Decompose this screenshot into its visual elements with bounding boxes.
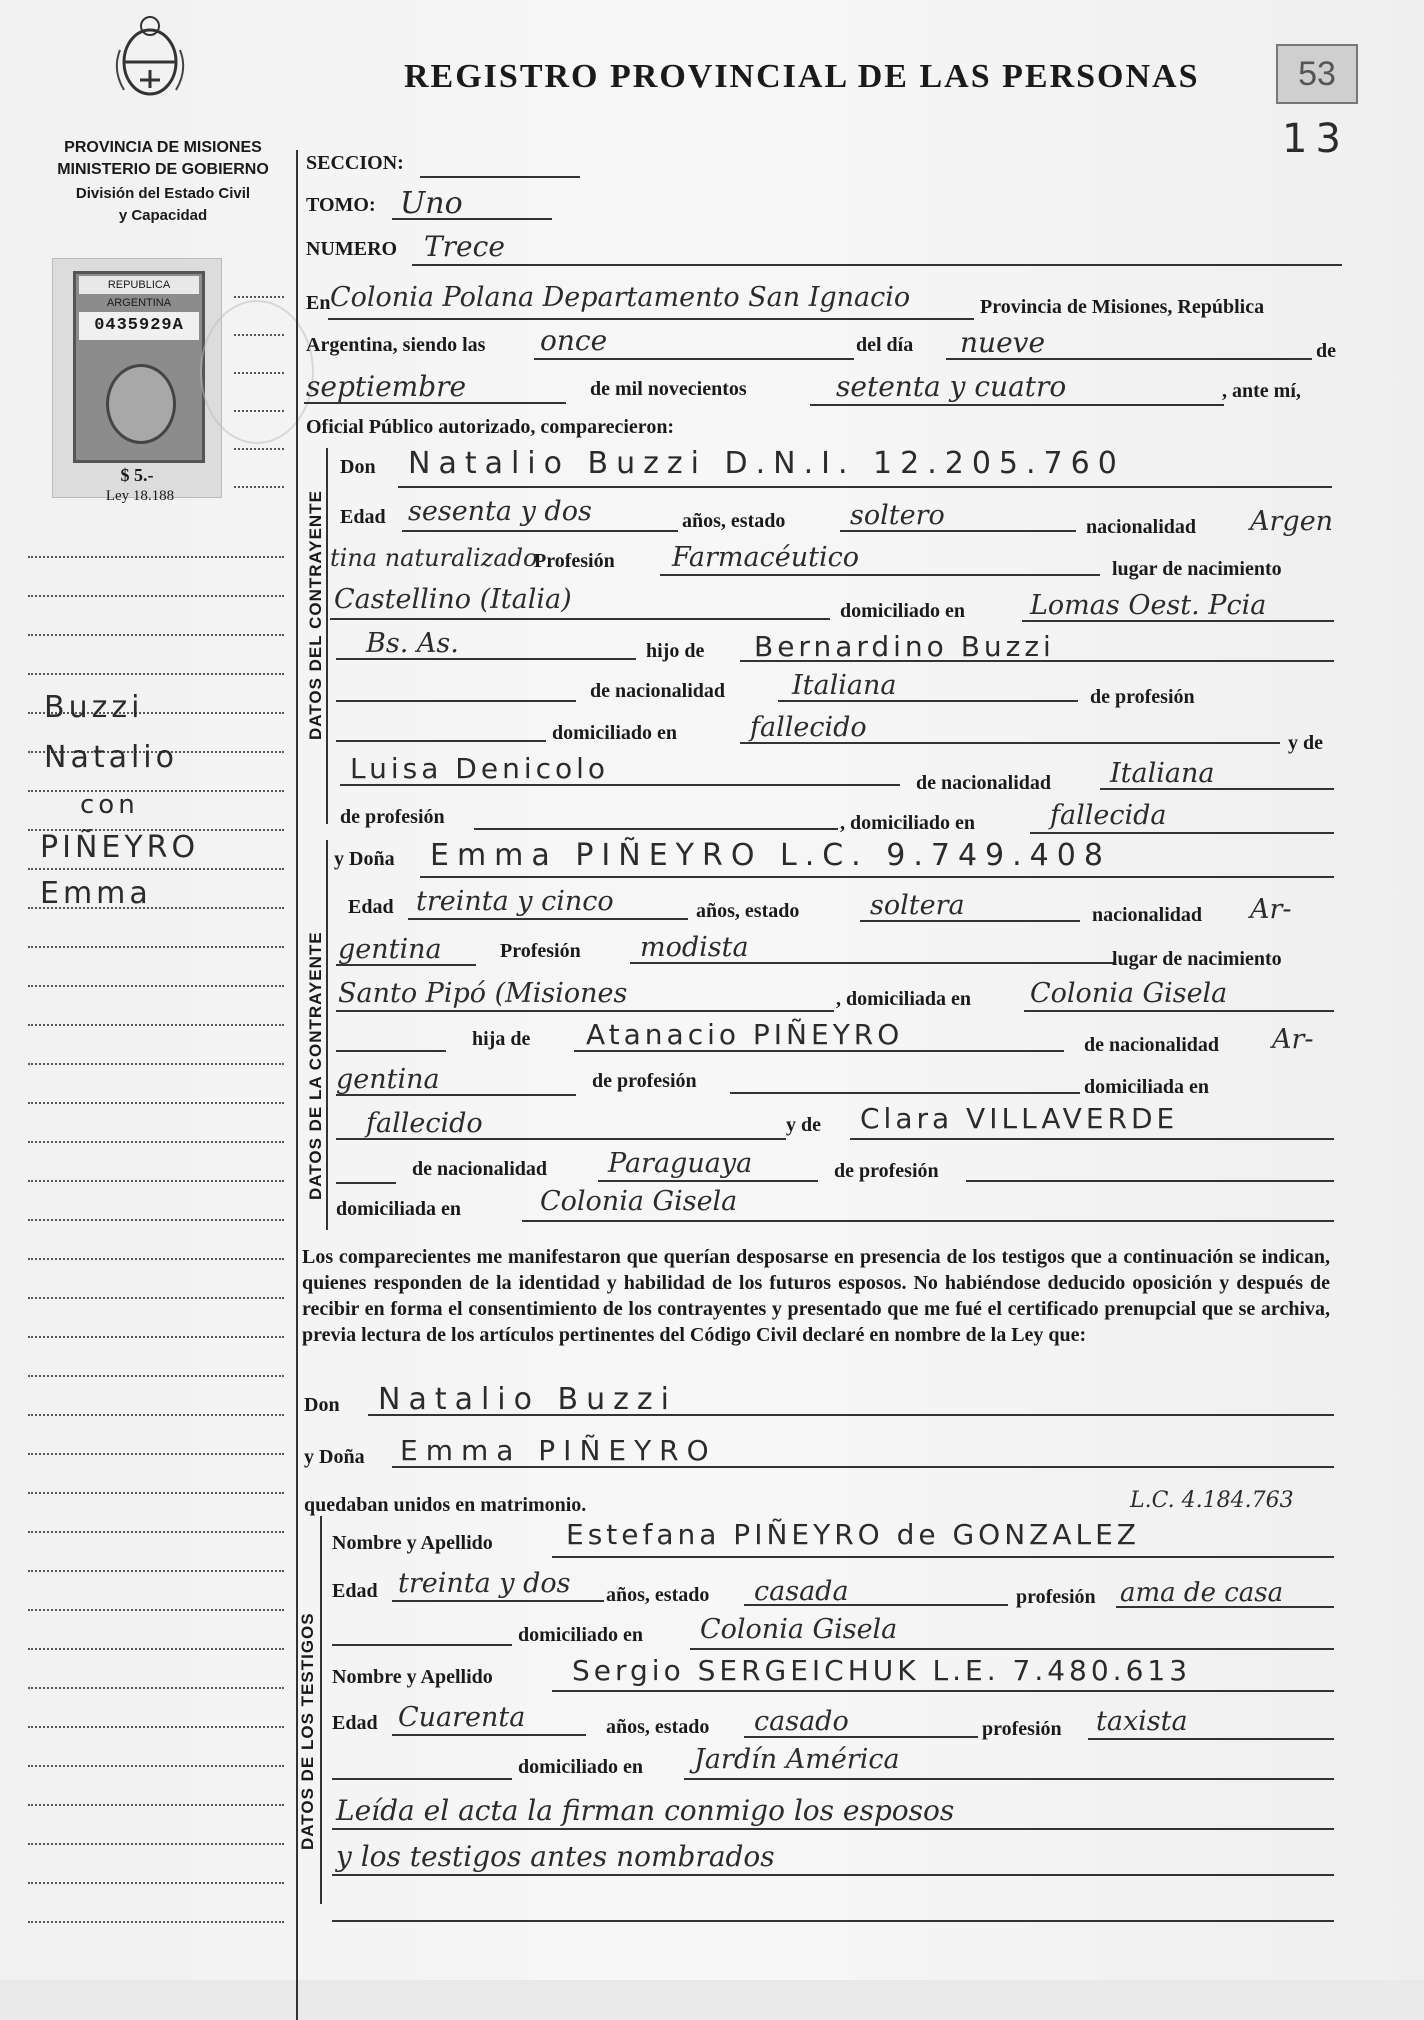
ante-mi-text: , ante mí, [1222, 380, 1301, 402]
bride-nacionalidad-label: nacionalidad [1092, 904, 1203, 926]
decl-don-label: Don [304, 1394, 340, 1416]
groom-edad-value: sesenta y dos [408, 496, 592, 527]
oficial-text: Oficial Público autorizado, comparecieron: [306, 416, 675, 438]
groom-nacionalidad-value-2: tina naturalizado [330, 544, 538, 572]
bride-domicilio-value: Colonia Gisela [1030, 978, 1228, 1009]
dia-value: nueve [960, 326, 1046, 359]
margin-dotted-line [28, 1102, 284, 1104]
margin-dotted-line [28, 1180, 284, 1182]
closing-line-1: Leída el acta la firman conmigo los esposos [336, 1794, 955, 1827]
margin-dotted-line [28, 1141, 284, 1143]
folio-stamp [1276, 44, 1358, 104]
decl-dona-label: y Doña [304, 1446, 365, 1468]
bride-madre-value: Clara VILLAVERDE [860, 1102, 1179, 1135]
bride-estado-value: soltera [870, 890, 965, 921]
groom-nacionalidad-value: Argen [1250, 506, 1334, 537]
margin-dotted-line [28, 1258, 284, 1260]
provincia-text: Provincia de Misiones, República [980, 296, 1265, 318]
en-label: En [306, 292, 331, 314]
bride-padre-nac-value-2: gentina [336, 1064, 440, 1095]
contrayenta-bracket [326, 840, 328, 1230]
margin-dotted-line [234, 410, 284, 412]
margin-dotted-line [234, 486, 284, 488]
coat-of-arms-icon [110, 10, 190, 100]
bride-hija-label: hija de [472, 1028, 531, 1050]
margin-dotted-line [28, 790, 284, 792]
bride-nacionalidad-value-2: gentina [338, 934, 442, 965]
stamp-law: Ley 18.188 [105, 488, 175, 504]
margin-dotted-line [28, 1648, 284, 1650]
margin-dotted-line [28, 946, 284, 948]
margin-bride-surname: PIÑEYRO [40, 830, 200, 865]
tomo-value: Uno [400, 186, 463, 221]
del-dia-label: del día [856, 334, 914, 356]
bride-lugar-value: Santo Pipó (Misiones [338, 978, 628, 1009]
margin-dotted-line [28, 1414, 284, 1416]
groom-profesion-label: Profesión [534, 550, 615, 572]
folio-stamp-number: 53 [1298, 55, 1336, 93]
bride-anos-estado: años, estado [696, 900, 800, 922]
groom-lugar-value: Castellino (Italia) [334, 584, 572, 615]
groom-madre-dom-label: , domiciliado en [840, 812, 976, 834]
margin-dotted-line [28, 1882, 284, 1884]
groom-profesion-value: Farmacéutico [672, 542, 859, 573]
document-title: REGISTRO PROVINCIAL DE LAS PERSONAS [404, 58, 1200, 95]
margin-dotted-line [234, 334, 284, 336]
groom-padre-dom-value: fallecido [750, 712, 867, 743]
bride-profesion-value: modista [640, 932, 749, 963]
margin-dotted-line [28, 1765, 284, 1767]
groom-domiciliado-label: domiciliado en [840, 600, 966, 622]
bride-name: Emma PIÑEYRO L.C. 9.749.408 [430, 838, 1111, 873]
margin-dotted-line [28, 1921, 284, 1923]
margin-dotted-line [28, 1024, 284, 1026]
margin-dotted-line [28, 1063, 284, 1065]
margin-surname: Buzzi [44, 690, 144, 725]
division-label-2: y Capacidad [118, 207, 208, 224]
numero-label: NUMERO [306, 238, 398, 260]
seccion-label: SECCION: [306, 152, 404, 174]
groom-padre-dom-label: domiciliado en [552, 722, 678, 744]
margin-dotted-line [28, 1492, 284, 1494]
contrayente-section-label: DATOS DEL CONTRAYENTE [306, 490, 325, 740]
closing-line-2: y los testigos antes nombrados [336, 1840, 775, 1873]
testigos-section-label: DATOS DE LOS TESTIGOS [298, 1612, 317, 1850]
t1-domiciliado-label: domiciliado en [518, 1624, 644, 1646]
margin-dotted-line [28, 1453, 284, 1455]
margin-dotted-line [28, 1687, 284, 1689]
margin-dotted-line [28, 1375, 284, 1377]
groom-edad-label: Edad [340, 506, 386, 528]
mil-text: de mil novecientos [590, 378, 747, 400]
margin-dotted-line [28, 1297, 284, 1299]
groom-nacionalidad-label: nacionalidad [1086, 516, 1197, 538]
t2-profesion-label: profesión [982, 1718, 1062, 1740]
mes-value: septiembre [306, 370, 467, 403]
bride-padre-prof-label: de profesión [592, 1070, 697, 1092]
groom-estado-value: soltero [850, 500, 945, 531]
t2-profesion-value: taxista [1096, 1706, 1188, 1737]
groom-madre-nac-value: Italiana [1110, 758, 1215, 789]
groom-lugar-label: lugar de nacimiento [1112, 558, 1282, 580]
bride-profesion-label: Profesión [500, 940, 581, 962]
groom-name: Natalio Buzzi D.N.I. 12.205.760 [408, 446, 1125, 481]
testigos-bracket [320, 1516, 322, 1904]
bride-lugar-label: lugar de nacimiento [1112, 948, 1282, 970]
bride-padre-nac-label: de nacionalidad [1084, 1034, 1220, 1056]
t2-edad-value: Cuarenta [398, 1702, 526, 1733]
t2-edad-label: Edad [332, 1712, 378, 1734]
groom-padre-prof-label: de profesión [1090, 686, 1195, 708]
bride-madre-nac-label: de nacionalidad [412, 1158, 548, 1180]
groom-madre-nac-label: de nacionalidad [916, 772, 1052, 794]
groom-madre-prof-label: de profesión [340, 806, 445, 828]
margin-given-name: Natalio [44, 740, 178, 775]
groom-padre-nac-value: Italiana [792, 670, 897, 701]
bride-madre-dom-value: Colonia Gisela [540, 1186, 738, 1217]
margin-dotted-line [28, 1804, 284, 1806]
bride-padre-nac-value: Ar- [1272, 1024, 1314, 1055]
t1-profesion-value: ama de casa [1120, 1578, 1284, 1608]
margin-dotted-line [28, 985, 284, 987]
groom-domicilio-value: Lomas Oest. Pcia [1030, 590, 1267, 621]
groom-padre-nac-label: de nacionalidad [590, 680, 726, 702]
bride-madre-nac-value: Paraguaya [608, 1148, 753, 1179]
bride-madre-prof-label: de profesión [834, 1160, 939, 1182]
bride-edad-label: Edad [348, 896, 394, 918]
bride-padre-dom-value: fallecido [366, 1108, 483, 1139]
argentina-text: Argentina, siendo las [306, 334, 486, 356]
division-label: División del Estado Civil [75, 185, 251, 202]
groom-domicilio-value-2: Bs. As. [366, 628, 459, 659]
bride-y-de-label: y de [786, 1114, 821, 1136]
tomo-label: TOMO: [306, 194, 376, 216]
t1-estado-value: casada [754, 1576, 849, 1607]
groom-y-de-label: y de [1288, 732, 1323, 754]
t2-estado-value: casado [754, 1706, 849, 1737]
contrayente-bracket [326, 448, 328, 824]
folio-number: 13 [1282, 116, 1349, 162]
de-label: de [1316, 340, 1336, 362]
margin-dotted-line [28, 1336, 284, 1338]
margin-dotted-line [28, 595, 284, 597]
stamp-serial: 0435929A [79, 312, 199, 340]
bride-madre-dom-label: domiciliada en [336, 1198, 462, 1220]
t1-edad-label: Edad [332, 1580, 378, 1602]
t1-nombre-label: Nombre y Apellido [332, 1532, 493, 1554]
t2-anos-estado: años, estado [606, 1716, 710, 1738]
margin-dotted-line [28, 1219, 284, 1221]
groom-padre-value: Bernardino Buzzi [754, 630, 1055, 663]
bride-domiciliada-label: , domiciliada en [836, 988, 972, 1010]
ministry-label: MINISTERIO DE GOBIERNO [57, 161, 269, 178]
revenue-stamp [52, 258, 222, 498]
groom-madre-dom-value: fallecida [1050, 800, 1167, 831]
margin-dotted-line [28, 1531, 284, 1533]
hora-value: once [540, 324, 608, 357]
margin-dotted-line [28, 634, 284, 636]
margin-bride-name: Emma [40, 876, 152, 911]
groom-madre-value: Luisa Denicolo [350, 752, 610, 785]
margin-dotted-line [28, 673, 284, 675]
margin-dotted-line [234, 296, 284, 298]
bride-padre-value: Atanacio PIÑEYRO [586, 1018, 904, 1051]
stamp-price: $ 5.- [120, 465, 154, 485]
stamp-emblem-icon [106, 364, 176, 444]
declaration-paragraph: Los comparecientes me manifestaron que querían desposarse en presencia de los testigos que a continuación se indican, quienes responden de la identidad y habilidad de los futuros esposos. No habiéndose deducido oposición y después de recibir en forma el consentimiento de los contrayentes y presentado que me fué el certificado prenupcial que se archiva, previa lectura de los artículos pertinentes del Código Civil declaré en nombre de la Ley que: [302, 1246, 1330, 1346]
t2-name: Sergio SERGEICHUK L.E. 7.480.613 [572, 1654, 1192, 1687]
t1-anos-estado: años, estado [606, 1584, 710, 1606]
groom-hijo-label: hijo de [646, 640, 705, 662]
en-value: Colonia Polana Departamento San Ignacio [330, 282, 911, 313]
margin-dotted-line [28, 556, 284, 558]
decl-don-value: Natalio Buzzi [378, 1382, 677, 1417]
lc-annotation: L.C. 4.184.763 [1130, 1488, 1294, 1513]
margin-dotted-line [28, 1843, 284, 1845]
bride-padre-dom-label: domiciliada en [1084, 1076, 1210, 1098]
unidos-text: quedaban unidos en matrimonio. [304, 1494, 587, 1516]
margin-dotted-line [234, 448, 284, 450]
t1-edad-value: treinta y dos [398, 1568, 571, 1599]
t1-domicilio-value: Colonia Gisela [700, 1614, 898, 1645]
margin-connector: con [80, 790, 139, 820]
bride-nacionalidad-value: Ar- [1250, 894, 1292, 925]
groom-anos-estado: años, estado [682, 510, 786, 532]
contrayenta-section-label: DATOS DE LA CONTRAYENTE [306, 931, 325, 1200]
don-label: Don [340, 456, 376, 478]
bride-edad-value: treinta y cinco [416, 886, 614, 917]
margin-dotted-line [28, 1570, 284, 1572]
margin-dotted-line [28, 1726, 284, 1728]
stamp-country: REPUBLICA ARGENTINA [79, 276, 199, 294]
t1-name: Estefana PIÑEYRO de GONZALEZ [566, 1518, 1140, 1551]
dona-label: y Doña [334, 848, 395, 870]
margin-dotted-line [28, 868, 284, 870]
margin-dotted-line [28, 1609, 284, 1611]
t1-profesion-label: profesión [1016, 1586, 1096, 1608]
numero-value: Trece [424, 230, 505, 263]
margin-dotted-line [234, 372, 284, 374]
t2-nombre-label: Nombre y Apellido [332, 1666, 493, 1688]
province-label: PROVINCIA DE MISIONES [64, 139, 262, 156]
anio-value: setenta y cuatro [836, 370, 1067, 403]
t2-domicilio-value: Jardín América [694, 1744, 900, 1775]
decl-dona-value: Emma PIÑEYRO [400, 1434, 717, 1467]
t2-domiciliado-label: domiciliado en [518, 1756, 644, 1778]
